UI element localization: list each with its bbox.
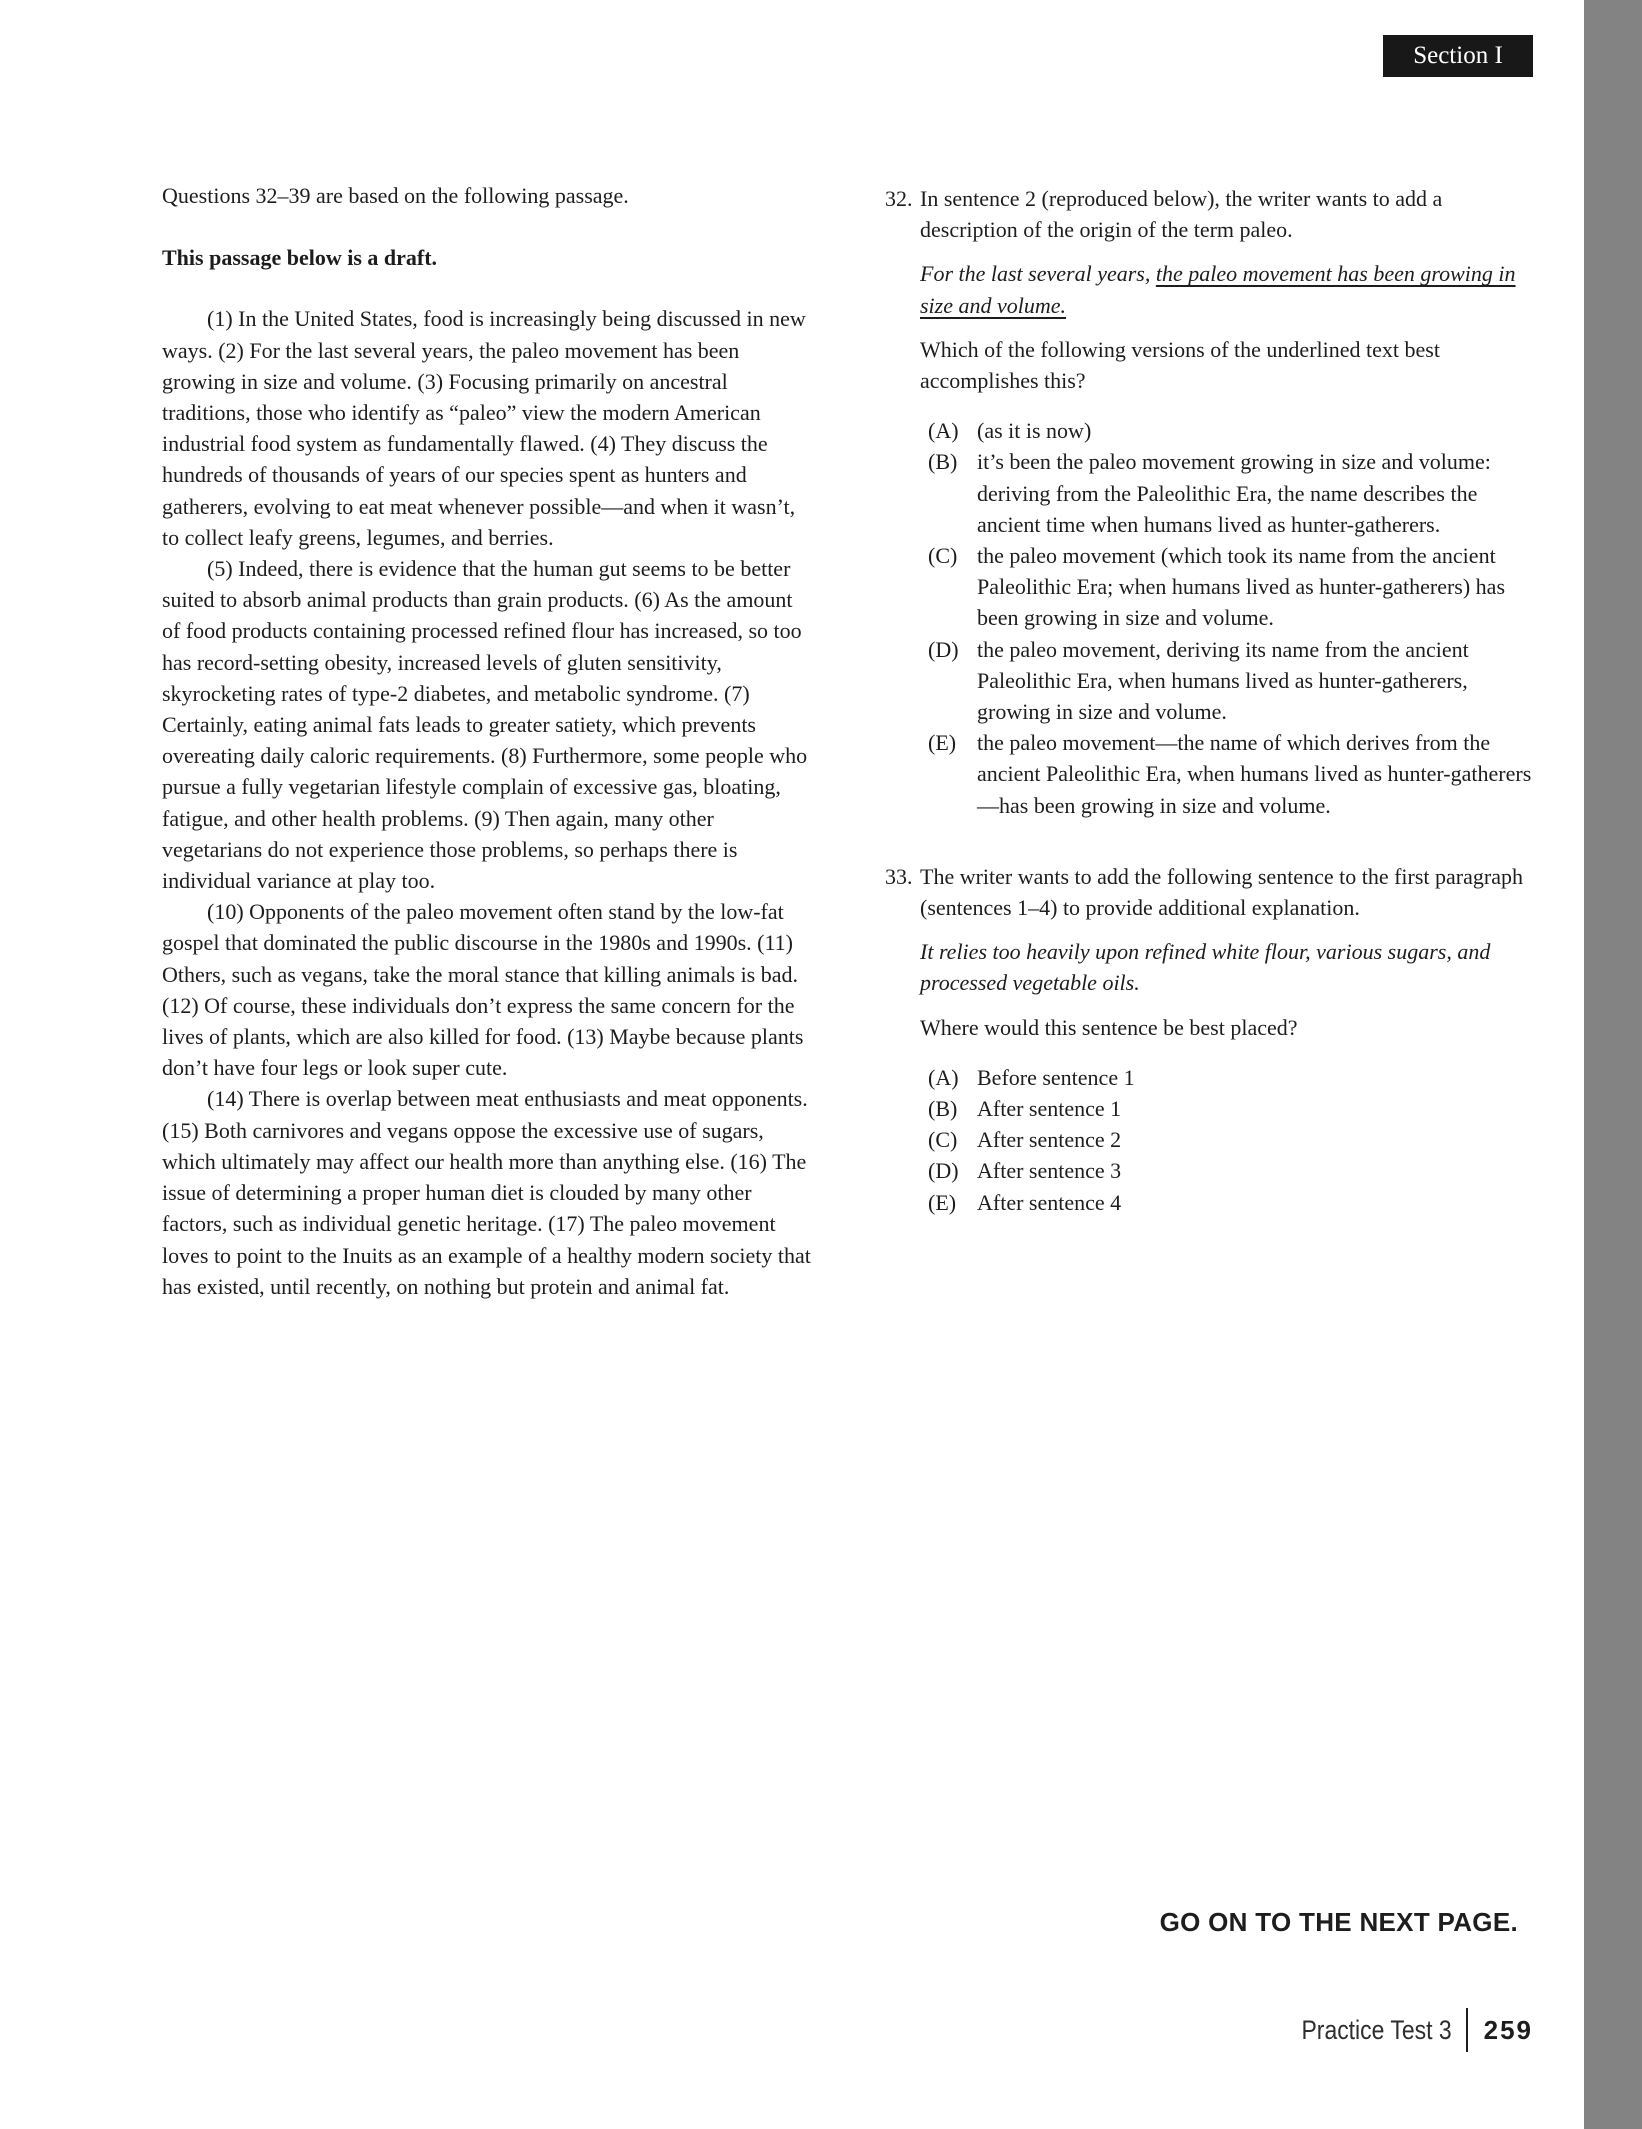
option-letter: (C)	[928, 1127, 958, 1153]
answer-option	[920, 1187, 1540, 1218]
option-letter: (B)	[928, 1096, 958, 1122]
option-text: After sentence 3	[977, 1158, 1122, 1184]
question-stem: The writer wants to add the following sentence to the first paragraph (sentences 1–4) to provide additional explanation.	[920, 863, 1523, 921]
quote-underlined-text: the paleo movement has been growing in size and volume.	[920, 261, 1516, 318]
options-list	[920, 1062, 1540, 1218]
footer-divider-line	[1466, 2008, 1468, 2052]
section-badge: Section I	[1383, 35, 1533, 77]
footer-page-number: 259	[1483, 2014, 1533, 2045]
answer-option	[920, 1062, 1540, 1093]
question	[885, 183, 1540, 821]
option-letter: (E)	[928, 1189, 957, 1215]
passage-column	[162, 180, 812, 1302]
answer-option	[920, 727, 1540, 821]
options-list	[920, 415, 1540, 821]
option-letter: (E)	[928, 730, 957, 756]
question-prompt: Which of the following versions of the underlined text best accomplishes this?	[920, 336, 1440, 394]
passage-paragraph: (10) Opponents of the paleo movement often stand by the low-fat gospel that dominated the public discourse in the 1980s and 1990s. (11) Others, such as vegans, take the moral stance that killing animals is bad. (12) Of course, these individuals don’t express the same concern for the lives of plants, which are also killed for food. (13) Maybe because plants don’t have four legs or look super cute.	[162, 899, 804, 1081]
option-text: (as it is now)	[977, 418, 1092, 444]
question	[885, 861, 1540, 1218]
option-text: the paleo movement (which took its name from the ancient Paleolithic Era; when humans lived as hunter-gatherers) has been growing in size and volume.	[977, 543, 1505, 631]
option-letter: (A)	[928, 1064, 959, 1090]
answer-option	[920, 540, 1540, 634]
question-body	[920, 183, 1540, 821]
question-body	[920, 861, 1540, 1218]
page-footer	[1275, 2008, 1533, 2052]
option-text: the paleo movement, deriving its name from the ancient Paleolithic Era, when humans lived as hunter-gatherers, growing in size and volume.	[977, 636, 1469, 725]
option-text: it’s been the paleo movement growing in size and volume: deriving from the Paleolithic Era, the name describes the ancient time when humans lived as hunter-gatherers.	[977, 449, 1491, 537]
footer-book-title: Practice Test 3	[1301, 2014, 1452, 2045]
option-text: After sentence 4	[977, 1189, 1122, 1215]
option-text: Before sentence 1	[977, 1064, 1135, 1090]
option-letter: (C)	[928, 543, 958, 569]
answer-option	[920, 446, 1540, 540]
answer-option	[920, 634, 1540, 728]
answer-option	[920, 1093, 1540, 1124]
questions-column	[885, 183, 1540, 1218]
question-prompt: Where would this sentence be best placed?	[920, 1014, 1298, 1040]
option-letter: (D)	[928, 636, 959, 662]
option-text: the paleo movement—the name of which derives from the ancient Paleolithic Era, when humans lived as hunter-gatherers—has been growing in size and volume.	[977, 730, 1532, 818]
quote-plain-text: For the last several years,	[920, 261, 1156, 287]
question-number: 32.	[885, 186, 913, 211]
go-on-notice: GO ON TO THE NEXT PAGE.	[1159, 1907, 1518, 1937]
option-letter: (B)	[928, 449, 958, 475]
answer-option	[920, 1155, 1540, 1186]
option-text: After sentence 1	[977, 1096, 1122, 1122]
answer-option	[920, 415, 1540, 446]
passage-paragraph: (1) In the United States, food is increasingly being discussed in new ways. (2) For the last several years, the paleo movement has been growing in size and volume. (3) Focusing primarily on ancestral traditions, those who identify as “paleo” view the modern American industrial food system as fundamentally flawed. (4) They discuss the hundreds of thousands of years of our species spent as hunters and gatherers, evolving to eat meat whenever possible—and when it wasn’t, to collect leafy greens, legumes, and berries.	[162, 306, 806, 550]
passage-paragraph: (14) There is overlap between meat enthusiasts and meat opponents. (15) Both carnivores and vegans oppose the excessive use of sugars, which ultimately may affect our health more than anything else. (16) The issue of determining a proper human diet is clouded by many other factors, such as individual genetic heritage. (17) The paleo movement loves to point to the Inuits as an example of a healthy modern society that has existed, until recently, on nothing but protein and animal fat.	[162, 1086, 811, 1299]
added-sentence: It relies too heavily upon refined white flour, various sugars, and processed vegetable oils.	[920, 939, 1491, 996]
passage-paragraph: (5) Indeed, there is evidence that the human gut seems to be better suited to absorb animal products than grain products. (6) As the amount of food products containing processed refined flour has increased, so too has record-setting obesity, increased levels of gluten sensitivity, skyrocketing rates of type-2 diabetes, and metabolic syndrome. (7) Certainly, eating animal fats leads to greater satiety, which prevents overeating daily caloric requirements. (8) Furthermore, some people who pursue a fully vegetarian lifestyle complain of excessive gas, bloating, fatigue, and other health problems. (9) Then again, many other vegetarians do not experience those problems, so perhaps there is individual variance at play too.	[162, 556, 808, 894]
option-text: After sentence 2	[977, 1127, 1122, 1153]
page-edge-strip	[1584, 0, 1642, 2129]
option-letter: (A)	[928, 418, 959, 444]
question-stem: In sentence 2 (reproduced below), the writer wants to add a description of the origin of the term paleo.	[920, 186, 1443, 243]
passage-note: This passage below is a draft.	[162, 245, 438, 271]
reproduced-sentence	[920, 258, 1540, 320]
answer-option	[920, 1124, 1540, 1155]
passage-intro: Questions 32–39 are based on the following passage.	[162, 183, 629, 208]
question-number: 33.	[885, 863, 913, 889]
passage	[162, 303, 812, 1302]
option-letter: (D)	[928, 1158, 959, 1184]
